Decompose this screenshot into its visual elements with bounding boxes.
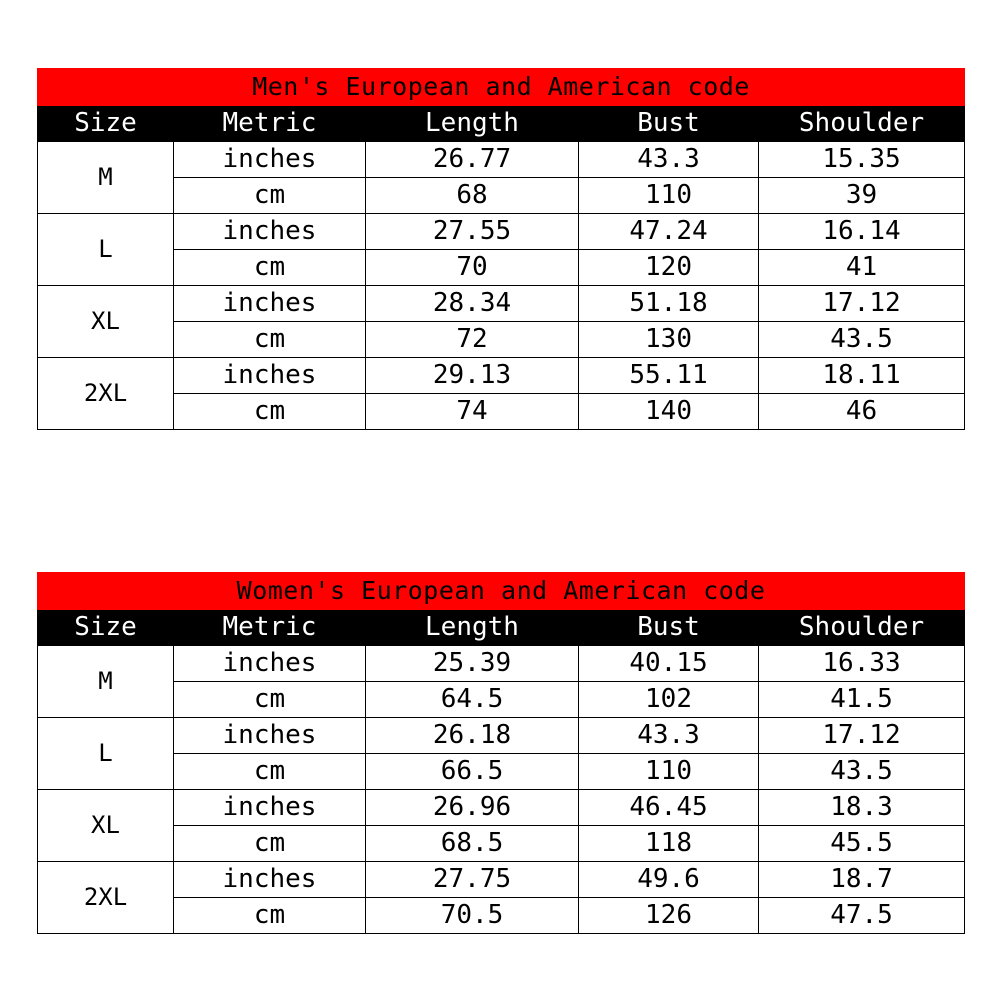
shoulder-cell: 18.7 xyxy=(759,862,965,898)
length-cell: 68.5 xyxy=(366,826,579,862)
metric-cell: inches xyxy=(174,862,366,898)
shoulder-cell: 17.12 xyxy=(759,286,965,322)
womens-size-table xyxy=(37,572,965,934)
shoulder-cell: 15.35 xyxy=(759,142,965,178)
shoulder-cell: 39 xyxy=(759,178,965,214)
bust-cell: 130 xyxy=(579,322,759,358)
column-header: Shoulder xyxy=(759,610,965,646)
bust-cell: 51.18 xyxy=(579,286,759,322)
bust-cell: 118 xyxy=(579,826,759,862)
table-title: Women's European and American code xyxy=(38,573,965,610)
bust-cell: 120 xyxy=(579,250,759,286)
metric-cell: inches xyxy=(174,718,366,754)
metric-cell: inches xyxy=(174,286,366,322)
length-cell: 68 xyxy=(366,178,579,214)
metric-cell: cm xyxy=(174,826,366,862)
bust-cell: 110 xyxy=(579,754,759,790)
bust-cell: 43.3 xyxy=(579,142,759,178)
table-row xyxy=(38,322,965,358)
length-cell: 26.96 xyxy=(366,790,579,826)
size-label: 2XL xyxy=(38,862,174,934)
table-title: Men's European and American code xyxy=(38,69,965,106)
table-row xyxy=(38,142,965,178)
bust-cell: 47.24 xyxy=(579,214,759,250)
bust-cell: 46.45 xyxy=(579,790,759,826)
length-cell: 70 xyxy=(366,250,579,286)
metric-cell: inches xyxy=(174,646,366,682)
metric-cell: inches xyxy=(174,790,366,826)
shoulder-cell: 16.14 xyxy=(759,214,965,250)
bust-cell: 110 xyxy=(579,178,759,214)
metric-cell: cm xyxy=(174,754,366,790)
table-row xyxy=(38,394,965,430)
table-row xyxy=(38,250,965,286)
shoulder-cell: 18.11 xyxy=(759,358,965,394)
table-row xyxy=(38,826,965,862)
length-cell: 26.18 xyxy=(366,718,579,754)
length-cell: 64.5 xyxy=(366,682,579,718)
table-row xyxy=(38,286,965,322)
length-cell: 74 xyxy=(366,394,579,430)
column-header: Size xyxy=(38,106,174,142)
column-header: Size xyxy=(38,610,174,646)
metric-cell: cm xyxy=(174,898,366,934)
column-header: Length xyxy=(366,610,579,646)
bust-cell: 43.3 xyxy=(579,718,759,754)
bust-cell: 40.15 xyxy=(579,646,759,682)
shoulder-cell: 17.12 xyxy=(759,718,965,754)
length-cell: 70.5 xyxy=(366,898,579,934)
table-row xyxy=(38,718,965,754)
length-cell: 72 xyxy=(366,322,579,358)
size-label: L xyxy=(38,214,174,286)
column-header: Metric xyxy=(174,106,366,142)
shoulder-cell: 43.5 xyxy=(759,322,965,358)
size-label: L xyxy=(38,718,174,790)
metric-cell: cm xyxy=(174,250,366,286)
column-header: Length xyxy=(366,106,579,142)
shoulder-cell: 41 xyxy=(759,250,965,286)
length-cell: 26.77 xyxy=(366,142,579,178)
shoulder-cell: 45.5 xyxy=(759,826,965,862)
size-label: M xyxy=(38,646,174,718)
metric-cell: inches xyxy=(174,358,366,394)
metric-cell: inches xyxy=(174,214,366,250)
shoulder-cell: 43.5 xyxy=(759,754,965,790)
shoulder-cell: 41.5 xyxy=(759,682,965,718)
bust-cell: 140 xyxy=(579,394,759,430)
header-row xyxy=(38,106,965,142)
length-cell: 25.39 xyxy=(366,646,579,682)
table-row xyxy=(38,862,965,898)
size-label: M xyxy=(38,142,174,214)
table-row xyxy=(38,898,965,934)
metric-cell: cm xyxy=(174,394,366,430)
length-cell: 66.5 xyxy=(366,754,579,790)
shoulder-cell: 18.3 xyxy=(759,790,965,826)
table-row xyxy=(38,790,965,826)
bust-cell: 126 xyxy=(579,898,759,934)
column-header: Bust xyxy=(579,610,759,646)
header-row xyxy=(38,610,965,646)
metric-cell: cm xyxy=(174,178,366,214)
column-header: Bust xyxy=(579,106,759,142)
size-label: XL xyxy=(38,790,174,862)
shoulder-cell: 16.33 xyxy=(759,646,965,682)
size-label: 2XL xyxy=(38,358,174,430)
length-cell: 27.55 xyxy=(366,214,579,250)
table-row xyxy=(38,682,965,718)
table-row xyxy=(38,646,965,682)
bust-cell: 102 xyxy=(579,682,759,718)
size-label: XL xyxy=(38,286,174,358)
table-row xyxy=(38,214,965,250)
metric-cell: cm xyxy=(174,682,366,718)
length-cell: 28.34 xyxy=(366,286,579,322)
bust-cell: 55.11 xyxy=(579,358,759,394)
bust-cell: 49.6 xyxy=(579,862,759,898)
length-cell: 29.13 xyxy=(366,358,579,394)
length-cell: 27.75 xyxy=(366,862,579,898)
table-row xyxy=(38,178,965,214)
mens-size-table xyxy=(37,68,965,430)
table-row xyxy=(38,754,965,790)
column-header: Metric xyxy=(174,610,366,646)
table-row xyxy=(38,358,965,394)
column-header: Shoulder xyxy=(759,106,965,142)
shoulder-cell: 47.5 xyxy=(759,898,965,934)
metric-cell: cm xyxy=(174,322,366,358)
metric-cell: inches xyxy=(174,142,366,178)
shoulder-cell: 46 xyxy=(759,394,965,430)
